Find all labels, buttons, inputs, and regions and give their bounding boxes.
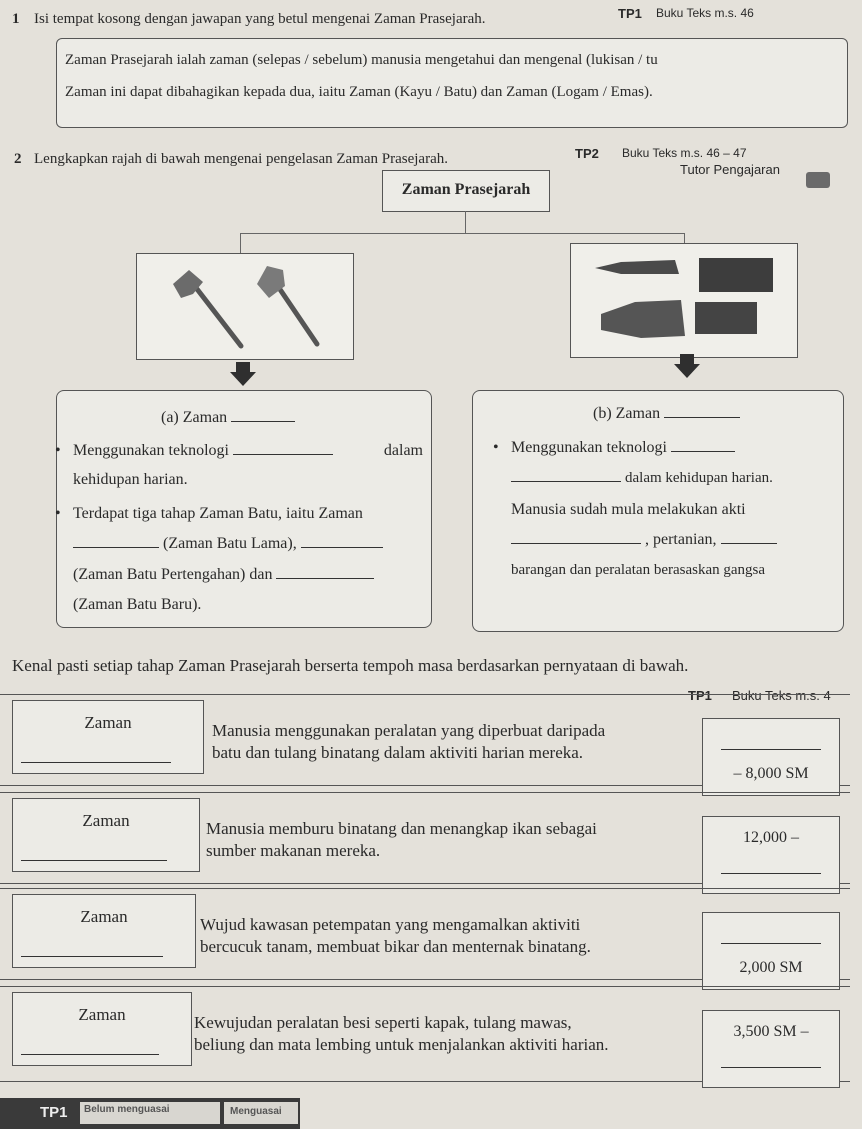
- q2-tp: TP2: [575, 146, 599, 161]
- panel-b-b2-line1: • Manusia sudah mula melakukan akti: [511, 495, 833, 525]
- panel-b-b1-blank2[interactable]: [511, 465, 621, 482]
- period-box: [702, 912, 840, 990]
- period-text: 12,000 –: [743, 829, 799, 846]
- row-description-1: Manusia memburu binatang dan menangkap ikan sebagai: [206, 819, 597, 838]
- zaman-blank[interactable]: [21, 940, 163, 957]
- panel-b-title-blank[interactable]: [664, 401, 740, 418]
- panel-b-blank-pertanian[interactable]: [721, 527, 777, 544]
- period-box: [702, 718, 840, 796]
- panel-a-title: (a) Zaman: [161, 409, 228, 426]
- panel-a: [56, 390, 432, 628]
- row-description-1: Kewujudan peralatan besi seperti kapak, tulang mawas,: [194, 1013, 572, 1032]
- row-description-2: batu dan tulang binatang dalam aktiviti harian mereka.: [212, 743, 584, 762]
- panel-b: [472, 390, 844, 632]
- q1-answer-box: [56, 38, 848, 128]
- panel-b-title: (b) Zaman: [593, 405, 661, 422]
- zaman-blank[interactable]: [21, 746, 171, 763]
- metal-tools-icon: [571, 244, 797, 357]
- period-blank[interactable]: [721, 733, 821, 750]
- q3-ref: Buku Teks m.s. 4: [732, 688, 831, 703]
- down-arrow-icon: [230, 372, 256, 386]
- panel-b-b1: [511, 433, 833, 494]
- panel-b-b1-line2: dalam kehidupan harian.: [625, 470, 773, 487]
- panel-b-b1-row2: [511, 463, 833, 493]
- panel-a-b1-blank[interactable]: [233, 438, 333, 455]
- zaman-blank[interactable]: [21, 1038, 159, 1055]
- panel-b-b2-row2: [511, 525, 833, 555]
- period-text: – 8,000 SM: [733, 765, 809, 782]
- panel-a-b2-line1: • Terdapat tiga tahap Zaman Batu, iaitu Zaman: [73, 499, 423, 529]
- panel-b-blank-akti[interactable]: [511, 527, 641, 544]
- panel-b-b2-line3: barangan dan peralatan berasaskan gangsa: [511, 561, 766, 578]
- period-box: [702, 1010, 840, 1088]
- zaman-box: [12, 700, 204, 774]
- panel-a-b1-line2: kehidupan harian.: [73, 470, 188, 488]
- arrow-left-stem: [236, 362, 250, 372]
- period-blank[interactable]: [721, 857, 821, 874]
- q1-line1: Zaman Prasejarah ialah zaman (selepas / sebelum) manusia mengetahui dan mengenal (lukisan / tu: [65, 52, 658, 68]
- panel-a-b2-row3: [73, 560, 423, 590]
- zaman-label: Zaman: [82, 811, 130, 830]
- q2-question: Lengkapkan rajah di bawah mengenai pengelasan Zaman Prasejarah.: [34, 151, 448, 167]
- stone-axe-icon: [137, 254, 353, 359]
- period-text: 2,000 SM: [739, 959, 803, 976]
- period-blank[interactable]: [721, 1051, 821, 1068]
- zaman-box: [12, 992, 192, 1066]
- q1-number: 1: [12, 11, 20, 27]
- q1-ref: Buku Teks m.s. 46: [656, 6, 754, 20]
- panel-a-b1-part1: Menggunakan teknologi: [73, 442, 229, 459]
- panel-a-title-blank[interactable]: [231, 405, 295, 422]
- panel-a-bullet1: [73, 437, 423, 466]
- zaman-label: Zaman: [84, 713, 132, 732]
- zaman-blank[interactable]: [21, 844, 167, 861]
- footer-belum-label: Belum menguasai: [84, 1104, 170, 1115]
- connector-root: [465, 211, 466, 233]
- footer-tp: TP1: [40, 1104, 68, 1121]
- panel-b-b1-line1: Menggunakan teknologi: [511, 439, 667, 456]
- panel-b-b1-blank[interactable]: [671, 435, 735, 452]
- panel-a-blank-baru[interactable]: [276, 562, 374, 579]
- root-box: [382, 170, 550, 212]
- row-description-2: beliung dan mata lembing untuk menjalankan aktiviti harian.: [194, 1035, 609, 1054]
- q3-tp: TP1: [688, 688, 712, 703]
- panel-b-b2-line2: , pertanian,: [645, 531, 717, 549]
- panel-a-b2-line3: (Zaman Batu Pertengahan) dan: [73, 565, 273, 583]
- period-blank[interactable]: [721, 927, 821, 944]
- panel-a-b2: [73, 499, 423, 621]
- panel-a-title-wrap: [161, 405, 295, 427]
- row-description-2: bercucuk tanam, membuat bikar dan menternak binatang.: [200, 937, 591, 956]
- panel-a-b2-line4: (Zaman Batu Baru).: [73, 596, 202, 614]
- zaman-label: Zaman: [78, 1005, 126, 1024]
- panel-a-b1: [73, 437, 423, 495]
- connector-horizontal: [240, 233, 684, 234]
- tutor-icon[interactable]: [806, 172, 830, 188]
- arrow-right-stem: [680, 354, 694, 364]
- panel-b-b2: [511, 495, 833, 584]
- q2-tutor: Tutor Pengajaran: [680, 162, 780, 177]
- down-arrow-icon: [674, 364, 700, 378]
- period-box: [702, 816, 840, 894]
- row-description-1: Wujud kawasan petempatan yang mengamalkan aktiviti: [200, 915, 581, 934]
- period-text: 3,500 SM –: [733, 1023, 809, 1040]
- panel-b-bullet1: [511, 433, 833, 463]
- panel-a-b2-line2: (Zaman Batu Lama),: [163, 535, 297, 553]
- panel-b-title-wrap: [593, 401, 740, 423]
- panel-a-b2-row2: [73, 529, 423, 559]
- q3-intro: Kenal pasti setiap tahap Zaman Prasejarah berserta tempoh masa berdasarkan pernyataan di bawah.: [12, 656, 689, 675]
- q1-tp: TP1: [618, 6, 642, 21]
- stone-tools-image: [136, 253, 354, 360]
- metal-tools-image: [570, 243, 798, 358]
- q2-number: 2: [14, 151, 22, 167]
- footer-menguasai-label: Menguasai: [230, 1106, 282, 1117]
- zaman-box: [12, 894, 196, 968]
- q1-line2: Zaman ini dapat dibahagikan kepada dua, iaitu Zaman (Kayu / Batu) dan Zaman (Logam / Emas).: [65, 84, 653, 100]
- row-description-1: Manusia menggunakan peralatan yang diperbuat daripada: [212, 721, 606, 740]
- q1-question: Isi tempat kosong dengan jawapan yang betul mengenai Zaman Prasejarah.: [34, 11, 486, 27]
- panel-a-blank-pertengahan[interactable]: [301, 531, 383, 548]
- zaman-box: [12, 798, 200, 872]
- zaman-label: Zaman: [80, 907, 128, 926]
- connector-left: [240, 233, 241, 253]
- panel-a-b1-part2: dalam: [383, 442, 423, 459]
- q2-ref: Buku Teks m.s. 46 – 47: [622, 146, 747, 160]
- row-description-2: sumber makanan mereka.: [206, 841, 381, 860]
- panel-a-blank-lama[interactable]: [73, 531, 159, 548]
- root-label: Zaman Prasejarah: [401, 181, 531, 198]
